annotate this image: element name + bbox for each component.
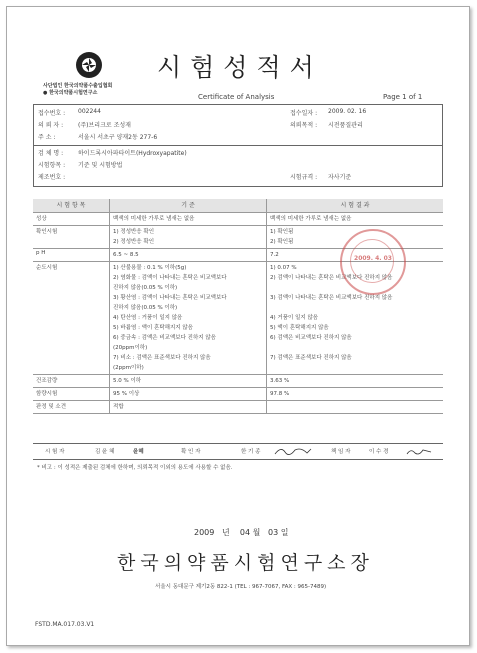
test-item-cell: 확인시험: [33, 226, 110, 249]
result-line: 6) 검액은 비교액보다 진하지 않음: [270, 335, 352, 341]
results-header-row: [33, 199, 443, 213]
signature-row: [33, 443, 443, 460]
criteria-cell: [110, 262, 267, 375]
stamp-date: 2009. 4. 03: [354, 255, 392, 262]
result-line: 1) 0.07 %: [270, 265, 297, 271]
day-unit: 일: [280, 528, 289, 537]
issue-date: [194, 527, 288, 538]
receipt-no-label: 접수번호 :: [38, 110, 66, 117]
address-label: 주 소 :: [38, 134, 56, 141]
table-row: [33, 401, 443, 414]
checker-name: 한 기 종: [241, 449, 261, 455]
result-line: 3) 검액이 나타내는 혼탁은 비교액보다 진하지 않음: [270, 295, 393, 301]
test-item-cell: p H: [33, 249, 110, 262]
test-item-label: 시험항목 :: [38, 162, 66, 169]
client-name: (주)브리크로 조성재: [78, 122, 131, 129]
result-line: 백색의 미세한 가루로 냄새는 없음: [270, 216, 352, 222]
document-subtitle: Certificate of Analysis: [198, 93, 275, 101]
result-line: 7.2: [270, 252, 279, 258]
result-cell: [267, 388, 444, 401]
criteria-line: 1) 정성반응 확인: [113, 229, 155, 235]
criteria-line: 백색의 미세한 가루로 냄새는 없음: [113, 216, 195, 222]
tester-signature: 윤혜: [133, 449, 144, 455]
result-line: 4) 거품이 일지 않음: [270, 315, 319, 321]
criteria-line: 4) 탄산염 : 거품이 일지 않음: [113, 315, 183, 321]
criteria-line: 2) 정성반응 확인: [113, 239, 155, 245]
official-stamp: [340, 229, 406, 295]
result-line: 2) 검액이 나타내는 혼탁은 비교액보다 진하지 않음: [270, 275, 393, 281]
result-line: [270, 303, 440, 313]
header-result: 시 험 결 과: [267, 199, 444, 213]
month-unit: 월: [252, 528, 261, 537]
criteria-line: 진하지 않음(0.05 % 이하): [113, 305, 178, 311]
result-cell: [267, 375, 444, 388]
receipt-no: 002244: [78, 108, 101, 115]
receipt-date: 2009. 02. 16: [328, 108, 367, 115]
result-line: [270, 402, 440, 412]
issue-year: 2009: [194, 528, 215, 537]
approver-signature-icon: [405, 446, 435, 457]
page-number: Page 1 of 1: [383, 93, 423, 101]
test-item-cell: 성상: [33, 213, 110, 226]
criteria-cell: [110, 401, 267, 414]
sample-name: 하이드록시아파타이트(Hydroxyapatite): [78, 150, 187, 157]
criteria-cell: [110, 388, 267, 401]
mfg-no-label: 제조번호 :: [38, 174, 66, 181]
result-line: 5) 액이 혼탁해지지 않음: [270, 325, 329, 331]
result-cell: [267, 401, 444, 414]
certificate-page: [6, 6, 470, 646]
result-line: 97.8 %: [270, 391, 290, 397]
criteria-line: 5) 바륨염 : 액이 혼탁해지지 않음: [113, 325, 193, 331]
org-name-line1: 사단법인 한국의약품수출입협회: [43, 83, 113, 89]
criteria-line: 5.0 % 이하: [113, 378, 142, 384]
document-title: 시험성적서: [157, 53, 323, 82]
criteria-line: 2) 염화물 : 검액이 나타내는 혼탁은 비교액보다: [113, 275, 227, 281]
criteria-cell: [110, 249, 267, 262]
test-item: 기준 및 시험방법: [78, 162, 123, 169]
standard: 자사기준: [328, 174, 352, 181]
criteria-line: (20ppm이하): [113, 345, 148, 351]
client-label: 의 뢰 자 :: [38, 122, 64, 129]
header-test-item: 시 험 항 목: [33, 199, 110, 213]
tester-name: 김 윤 혜: [95, 449, 115, 455]
approver-label: 책 임 자: [331, 449, 351, 455]
result-line: 3.63 %: [270, 378, 290, 384]
institute-name: 한국의약품시험연구소장: [117, 552, 374, 574]
criteria-cell: [110, 213, 267, 226]
receipt-date-label: 접수일자 :: [290, 110, 318, 117]
criteria-line: 적합: [113, 404, 124, 410]
criteria-line: 95 % 이상: [113, 391, 140, 397]
criteria-line: 3) 황산염 : 검액이 나타내는 혼탁은 비교액보다: [113, 295, 227, 301]
result-line: 7) 검액은 표준색보다 진하지 않음: [270, 355, 352, 361]
purpose: 시전품질관리: [328, 122, 363, 129]
criteria-line: 6.5 ~ 8.5: [113, 252, 139, 258]
tester-label: 시 험 자: [45, 449, 65, 455]
result-line: 1) 확인됨: [270, 229, 294, 235]
issue-day: 03: [268, 528, 279, 537]
criteria-line: 7) 비소 : 검액은 표준색보다 진하지 않음: [113, 355, 211, 361]
result-line: [270, 343, 440, 353]
client-address: 서울시 서초구 양재2동 277-6: [78, 134, 158, 141]
purpose-label: 의뢰목적 :: [290, 122, 318, 129]
result-line: 2) 확인됨: [270, 239, 294, 245]
association-logo-icon: [75, 51, 103, 79]
criteria-line: 1) 산불용물 : 0.1 % 이하(5g): [113, 265, 187, 271]
test-item-cell: 순도시험: [33, 262, 110, 375]
remark: * 비고 : 이 성적은 제출된 검체에 한하며, 의뢰목적 이외의 용도에 사용할 수 없음.: [37, 465, 233, 471]
sample-info-box: [33, 144, 443, 187]
table-row: [33, 388, 443, 401]
criteria-line: (2ppm이하): [113, 365, 144, 371]
criteria-line: 진하지 않음(0.05 % 이하): [113, 285, 178, 291]
header-criteria: 기 준: [110, 199, 267, 213]
org-name-line2: ● 한국의약품시험연구소: [43, 90, 98, 96]
table-row: [33, 213, 443, 226]
table-row: [33, 375, 443, 388]
issue-month: 04: [239, 528, 251, 537]
approver-name: 이 수 경: [369, 449, 389, 455]
result-line: [270, 363, 440, 373]
criteria-cell: [110, 226, 267, 249]
standard-label: 시험규격 :: [290, 174, 318, 181]
criteria-line: 6) 중금속 : 검액은 비교액보다 진하지 않음: [113, 335, 216, 341]
sample-label: 검 체 명 :: [38, 150, 64, 157]
test-item-cell: 건조감량: [33, 375, 110, 388]
institute-address: 서울시 동대문구 제기2동 822-1 (TEL : 967-7067, FAX : 965-7489): [155, 584, 327, 590]
criteria-cell: [110, 375, 267, 388]
form-code: FSTD.MA.017.03.V1: [35, 621, 95, 628]
checker-signature-icon: [273, 445, 313, 457]
client-info-box: [33, 104, 443, 146]
checker-label: 확 인 자: [181, 449, 201, 455]
test-item-cell: 함량시험: [33, 388, 110, 401]
test-item-cell: 판정 및 소견: [33, 401, 110, 414]
result-cell: [267, 213, 444, 226]
year-unit: 년: [222, 528, 230, 537]
